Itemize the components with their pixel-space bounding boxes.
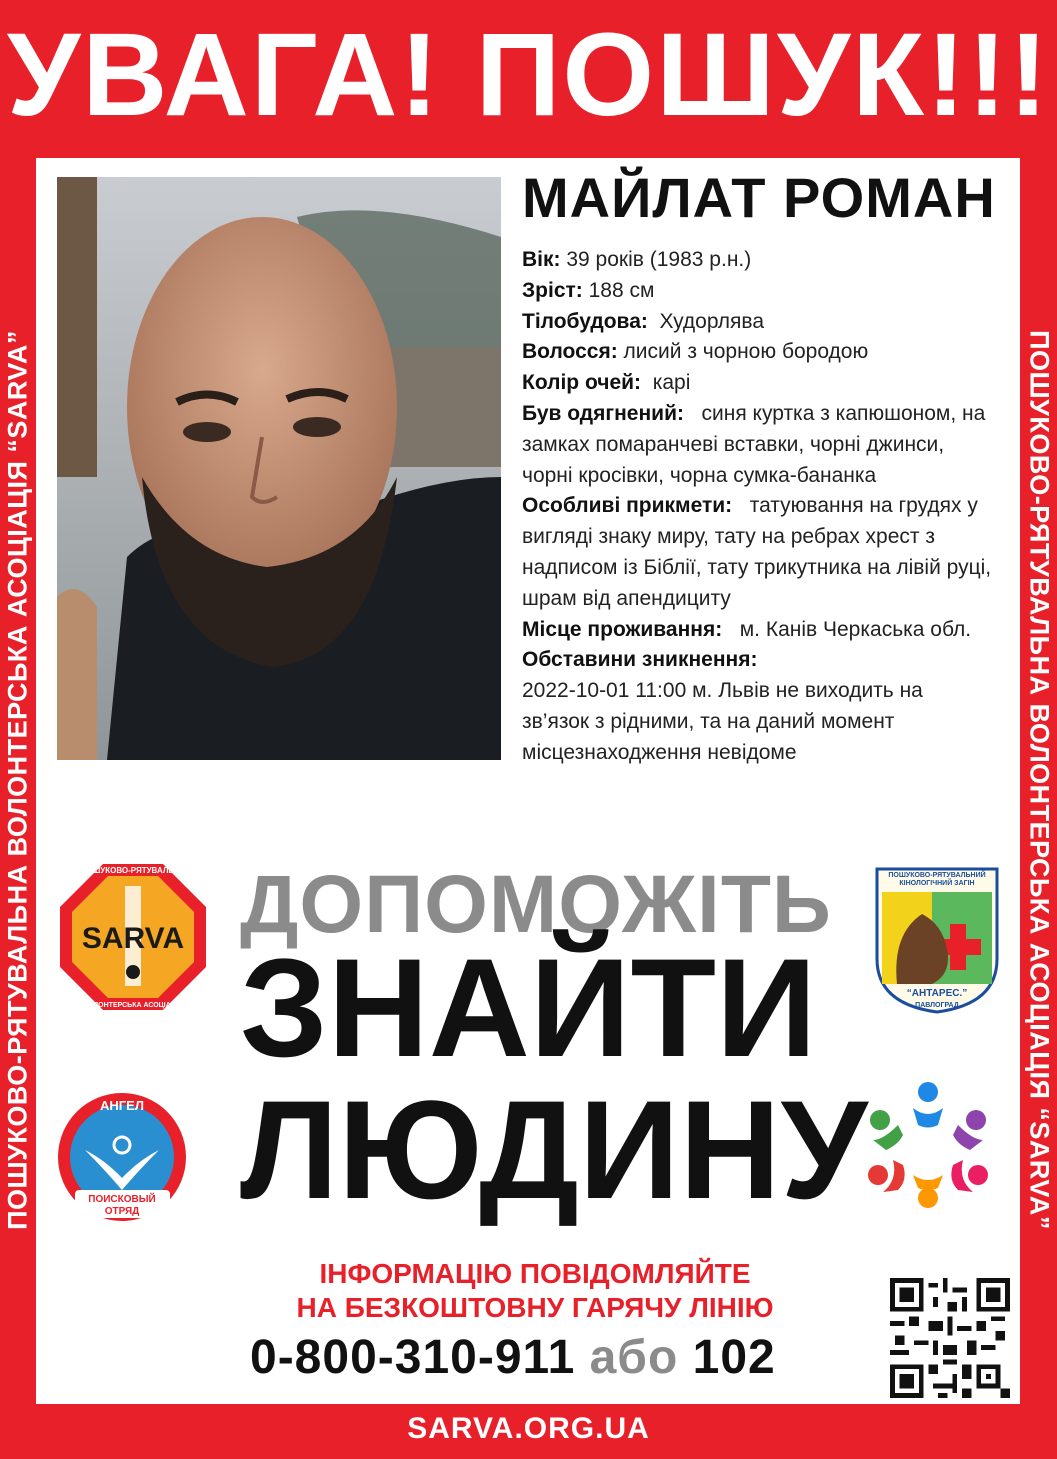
info-build [522,307,992,338]
info-circumstances [522,645,992,768]
person-name: МАЙЛАТ РОМАН [522,166,996,229]
height-value: 188 см [588,278,655,302]
info-clothes [522,399,992,491]
phone-or: або [589,1331,679,1384]
antares-logo-top2: КІНОЛОГІЧНИЙ ЗАГІН [899,880,975,887]
footer-url[interactable]: SARVA.ORG.UA [407,1412,650,1445]
qr-code [890,1278,1010,1398]
angel-logo [55,1090,190,1225]
person-photo [57,177,501,760]
person-heading: ЛЮДИНУ [240,1071,868,1228]
find-heading: ЗНАЙТИ [240,929,817,1086]
age-label: Вік: [522,248,561,271]
help-heading: ДОПОМОЖІТЬ [240,859,832,950]
eyes-label: Колір очей: [522,371,642,395]
info-eyes [522,368,992,399]
side-text-left: ПОШУКОВО-РЯТУВАЛЬНА ВОЛОНТЕРСЬКА АСОЦІАЦІЯ “SARVA” [2,330,33,1230]
alert-title: УВАГА! ПОШУК!!! [6,9,1051,141]
build-value: Худорлява [659,309,765,333]
info-hair [522,337,992,368]
people-circle-icon [868,1082,988,1208]
phone-alt[interactable]: 102 [692,1331,776,1384]
residence-label: Місце проживання: [522,617,723,641]
info-age [522,245,992,276]
residence-value: м. Канів Черкаська обл. [739,617,972,641]
sarva-logo [58,862,208,1012]
antares-logo-top: ПОШУКОВО-РЯТУВАЛЬНИЙ [888,872,986,879]
person-info [522,245,992,769]
hotline-phone [250,1330,776,1385]
circumstances-value: 2022-10-01 11:00 м. Львів не виходить на зв’язок з рідними, та на даний момент місцезнаходження невідоме [522,679,923,764]
angel-logo-top: АНГЕЛ [100,1098,144,1113]
paw-icon [126,965,140,979]
phone-number[interactable]: 0-800-310-911 [250,1331,576,1384]
antares-logo-name: “АНТАРЕС.” [906,988,968,999]
age-value: 39 років (1983 р.н.) [566,248,752,271]
marks-value: татуювання на грудях у вигляді знаку миру, тату на ребрах хрест з надписом із Біблії, тату трикутника на лівій руці, шрам від апендициту [522,494,992,610]
info-residence [522,615,992,646]
angel-logo-bottom1: ПОИСКОВЫЙ [88,1194,156,1205]
hair-label: Волосся: [522,340,618,364]
height-label: Зріст: [522,278,583,302]
angel-logo-bottom2: ОТРЯД [104,1206,140,1217]
build-label: Тілобудова: [522,309,648,333]
hotline-line2: НА БЕЗКОШТОВНУ ГАРЯЧУ ЛІНІЮ [296,1292,774,1323]
clothes-value: синя куртка з капюшоном, на замках помаранчеві вставки, чорні джинси, чорні кросівки, чорна сумка-бананка [522,401,986,487]
antares-logo-city: ПАВЛОГРАД [915,1002,959,1009]
info-marks [522,491,992,614]
hotline-line1: ІНФОРМАЦІЮ ПОВІДОМЛЯЙТЕ [319,1258,751,1289]
circumstances-label: Обставини зникнення: [522,648,758,672]
hair-value: лисий з чорною бородою [623,340,869,364]
community-logo [858,1080,998,1210]
marks-label: Особливі прикмети: [522,494,733,518]
info-height [522,276,992,307]
eyes-value: карі [652,371,691,395]
side-text-right: ПОШУКОВО-РЯТУВАЛЬНА ВОЛОНТЕРСЬКА АСОЦІАЦІЯ “SARVA” [1024,330,1055,1230]
sarva-logo-top: ПОШУКОВО-РЯТУВАЛЬНА [80,866,186,875]
sarva-logo-bottom: ВОЛОНТЕРСЬКА АСОЦІАЦІЯ [83,1002,183,1009]
antares-logo [872,864,1002,1014]
clothes-label: Був одягнений: [522,401,684,425]
sarva-logo-name: SARVA [81,922,185,955]
